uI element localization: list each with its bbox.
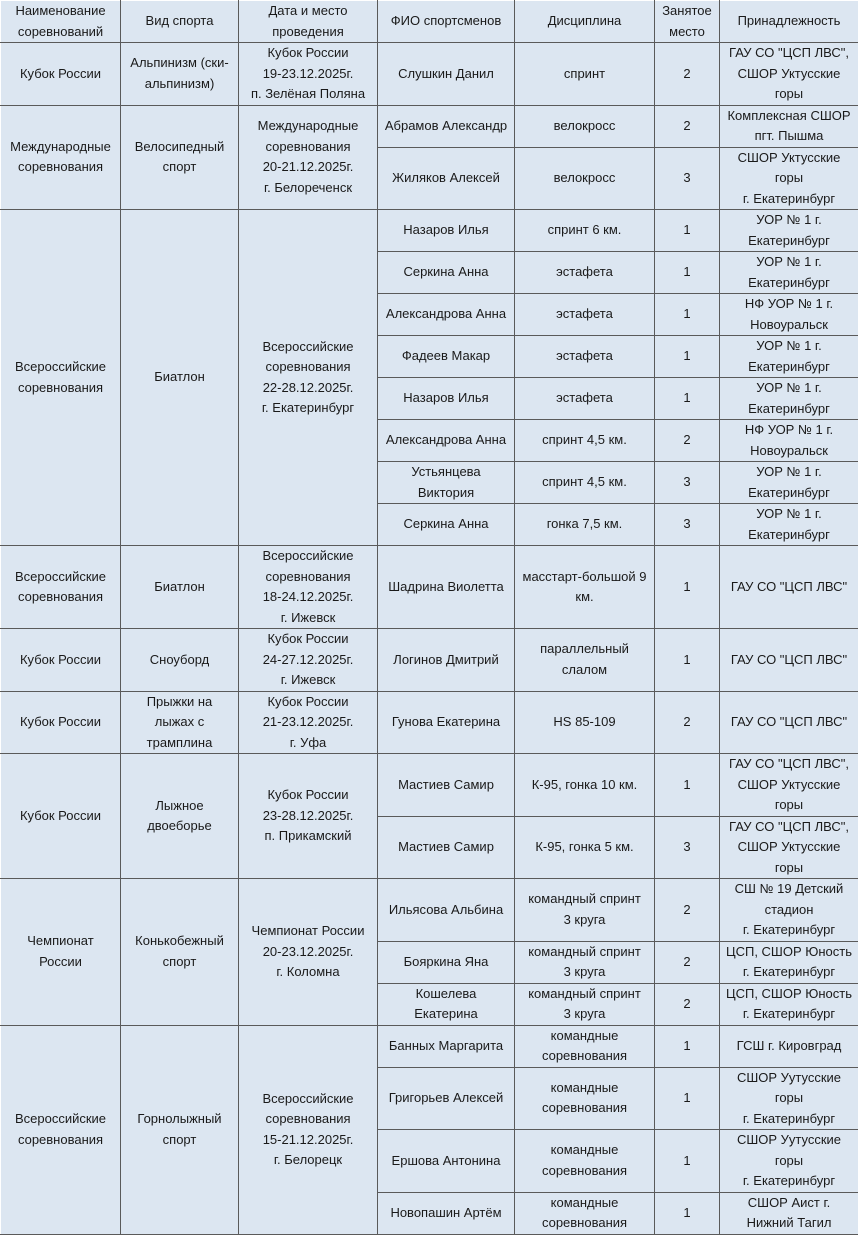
affiliation-cell: ЦСП, СШОР Юность г. Екатеринбург [720,983,858,1025]
affiliation-cell: ЦСП, СШОР Юность г. Екатеринбург [720,941,858,983]
table-row [1,691,858,754]
discipline-cell: спринт 4,5 км. [515,420,655,462]
sport-cell: Альпинизм (ски-альпинизм) [121,43,239,106]
athlete-cell: Александрова Анна [378,420,515,462]
discipline-cell: велокросс [515,105,655,147]
discipline-cell: эстафета [515,294,655,336]
affiliation-cell: УОР № 1 г. Екатеринбург [720,462,858,504]
athlete-cell: Логинов Дмитрий [378,629,515,692]
competition-name-cell: Кубок России [1,691,121,754]
place-cell: 3 [655,462,720,504]
affiliation-cell: СШ № 19 Детский стадион г. Екатеринбург [720,879,858,942]
place-cell: 1 [655,1025,720,1067]
table-row [1,546,858,629]
athlete-cell: Григорьев Алексей [378,1067,515,1130]
table-row [1,105,858,147]
affiliation-cell: СШОР Уутусские горы г. Екатеринбург [720,1067,858,1130]
event-date-place-cell: Международные соревнования 20-21.12.2025г. г. Белореченск [239,105,378,210]
event-date-place-cell: Всероссийские соревнования 22-28.12.2025г. г. Екатеринбург [239,210,378,546]
affiliation-cell: ГСШ г. Кировград [720,1025,858,1067]
sport-cell: Биатлон [121,210,239,546]
discipline-cell: командные соревнования [515,1192,655,1234]
event-date-place-cell: Кубок России 21-23.12.2025г. г. Уфа [239,691,378,754]
place-cell: 3 [655,147,720,210]
competition-name-cell: Кубок России [1,629,121,692]
header-athlete: ФИО спортсменов [378,1,515,43]
place-cell: 2 [655,43,720,106]
discipline-cell: командные соревнования [515,1025,655,1067]
athlete-cell: Назаров Илья [378,378,515,420]
sport-cell: Сноуборд [121,629,239,692]
affiliation-cell: НФ УОР № 1 г. Новоуральск [720,294,858,336]
competition-name-cell: Кубок России [1,754,121,879]
header-competition-name: Наименование соревнований [1,1,121,43]
place-cell: 1 [655,294,720,336]
discipline-cell: гонка 7,5 км. [515,504,655,546]
table-row [1,879,858,942]
header-place: Занятое место [655,1,720,43]
athlete-cell: Новопашин Артём [378,1192,515,1234]
place-cell: 3 [655,816,720,879]
affiliation-cell: ГАУ СО "ЦСП ЛВС" [720,629,858,692]
table-body [1,43,858,1235]
discipline-cell: параллельный слалом [515,629,655,692]
place-cell: 3 [655,504,720,546]
affiliation-cell: УОР № 1 г. Екатеринбург [720,336,858,378]
athlete-cell: Жиляков Алексей [378,147,515,210]
competition-name-cell: Всероссийские соревнования [1,1025,121,1234]
discipline-cell: HS 85-109 [515,691,655,754]
place-cell: 1 [655,546,720,629]
athlete-cell: Шадрина Виолетта [378,546,515,629]
competition-name-cell: Чемпионат России [1,879,121,1026]
discipline-cell: спринт [515,43,655,106]
header-affiliation: Принадлежность [720,1,858,43]
discipline-cell: командный спринт 3 круга [515,879,655,942]
sport-cell: Биатлон [121,546,239,629]
header-date-place: Дата и место проведения [239,1,378,43]
athlete-cell: Кошелева Екатерина [378,983,515,1025]
affiliation-cell: СШОР Уутусские горы г. Екатеринбург [720,1130,858,1193]
header-row [1,1,858,43]
event-date-place-cell: Всероссийские соревнования 15-21.12.2025г. г. Белорецк [239,1025,378,1234]
event-date-place-cell: Кубок России 24-27.12.2025г. г. Ижевск [239,629,378,692]
discipline-cell: командные соревнования [515,1130,655,1193]
athlete-cell: Мастиев Самир [378,754,515,817]
sport-cell: Конькобежный спорт [121,879,239,1026]
event-date-place-cell: Чемпионат России 20-23.12.2025г. г. Коломна [239,879,378,1026]
competition-name-cell: Международные соревнования [1,105,121,210]
athlete-cell: Назаров Илья [378,210,515,252]
sport-cell: Горнолыжный спорт [121,1025,239,1234]
event-date-place-cell: Всероссийские соревнования 18-24.12.2025г. г. Ижевск [239,546,378,629]
competition-name-cell: Всероссийские соревнования [1,210,121,546]
sport-cell: Прыжки на лыжах с трамплина [121,691,239,754]
place-cell: 1 [655,754,720,817]
discipline-cell: масстарт-большой 9 км. [515,546,655,629]
place-cell: 2 [655,983,720,1025]
athlete-cell: Фадеев Макар [378,336,515,378]
place-cell: 1 [655,378,720,420]
discipline-cell: командные соревнования [515,1067,655,1130]
discipline-cell: К-95, гонка 10 км. [515,754,655,817]
affiliation-cell: ГАУ СО "ЦСП ЛВС" [720,546,858,629]
sport-cell: Лыжное двоеборье [121,754,239,879]
affiliation-cell: УОР № 1 г. Екатеринбург [720,378,858,420]
place-cell: 1 [655,210,720,252]
place-cell: 1 [655,1067,720,1130]
place-cell: 1 [655,629,720,692]
event-date-place-cell: Кубок России 19-23.12.2025г. п. Зелёная Поляна [239,43,378,106]
athlete-cell: Бояркина Яна [378,941,515,983]
affiliation-cell: ГАУ СО "ЦСП ЛВС", СШОР Уктусские горы [720,754,858,817]
athlete-cell: Устьянцева Виктория [378,462,515,504]
athlete-cell: Банных Маргарита [378,1025,515,1067]
affiliation-cell: СШОР Аист г. Нижний Тагил [720,1192,858,1234]
affiliation-cell: УОР № 1 г. Екатеринбург [720,252,858,294]
affiliation-cell: СШОР Уктусские горы г. Екатеринбург [720,147,858,210]
table-row [1,629,858,692]
discipline-cell: эстафета [515,378,655,420]
table-header [1,1,858,43]
place-cell: 1 [655,252,720,294]
affiliation-cell: НФ УОР № 1 г. Новоуральск [720,420,858,462]
header-sport: Вид спорта [121,1,239,43]
competition-name-cell: Кубок России [1,43,121,106]
event-date-place-cell: Кубок России 23-28.12.2025г. п. Прикамский [239,754,378,879]
place-cell: 1 [655,336,720,378]
discipline-cell: К-95, гонка 5 км. [515,816,655,879]
table-row [1,210,858,252]
affiliation-cell: ГАУ СО "ЦСП ЛВС", СШОР Уктусские горы [720,816,858,879]
table-row [1,43,858,106]
table-row [1,754,858,817]
place-cell: 1 [655,1130,720,1193]
place-cell: 2 [655,691,720,754]
affiliation-cell: УОР № 1 г. Екатеринбург [720,504,858,546]
discipline-cell: спринт 6 км. [515,210,655,252]
athlete-cell: Серкина Анна [378,252,515,294]
place-cell: 2 [655,879,720,942]
affiliation-cell: УОР № 1 г. Екатеринбург [720,210,858,252]
athlete-cell: Ильясова Альбина [378,879,515,942]
athlete-cell: Александрова Анна [378,294,515,336]
affiliation-cell: Комплексная СШОР пгт. Пышма [720,105,858,147]
discipline-cell: эстафета [515,336,655,378]
athlete-cell: Мастиев Самир [378,816,515,879]
athlete-cell: Абрамов Александр [378,105,515,147]
table-row [1,1025,858,1067]
affiliation-cell: ГАУ СО "ЦСП ЛВС", СШОР Уктусские горы [720,43,858,106]
discipline-cell: спринт 4,5 км. [515,462,655,504]
athlete-cell: Слушкин Данил [378,43,515,106]
place-cell: 2 [655,941,720,983]
discipline-cell: велокросс [515,147,655,210]
discipline-cell: эстафета [515,252,655,294]
competition-name-cell: Всероссийские соревнования [1,546,121,629]
athlete-cell: Ершова Антонина [378,1130,515,1193]
discipline-cell: командный спринт 3 круга [515,983,655,1025]
athlete-cell: Серкина Анна [378,504,515,546]
place-cell: 1 [655,1192,720,1234]
place-cell: 2 [655,420,720,462]
header-discipline: Дисциплина [515,1,655,43]
affiliation-cell: ГАУ СО "ЦСП ЛВС" [720,691,858,754]
athlete-cell: Гунова Екатерина [378,691,515,754]
sport-cell: Велосипедный спорт [121,105,239,210]
discipline-cell: командный спринт 3 круга [515,941,655,983]
place-cell: 2 [655,105,720,147]
